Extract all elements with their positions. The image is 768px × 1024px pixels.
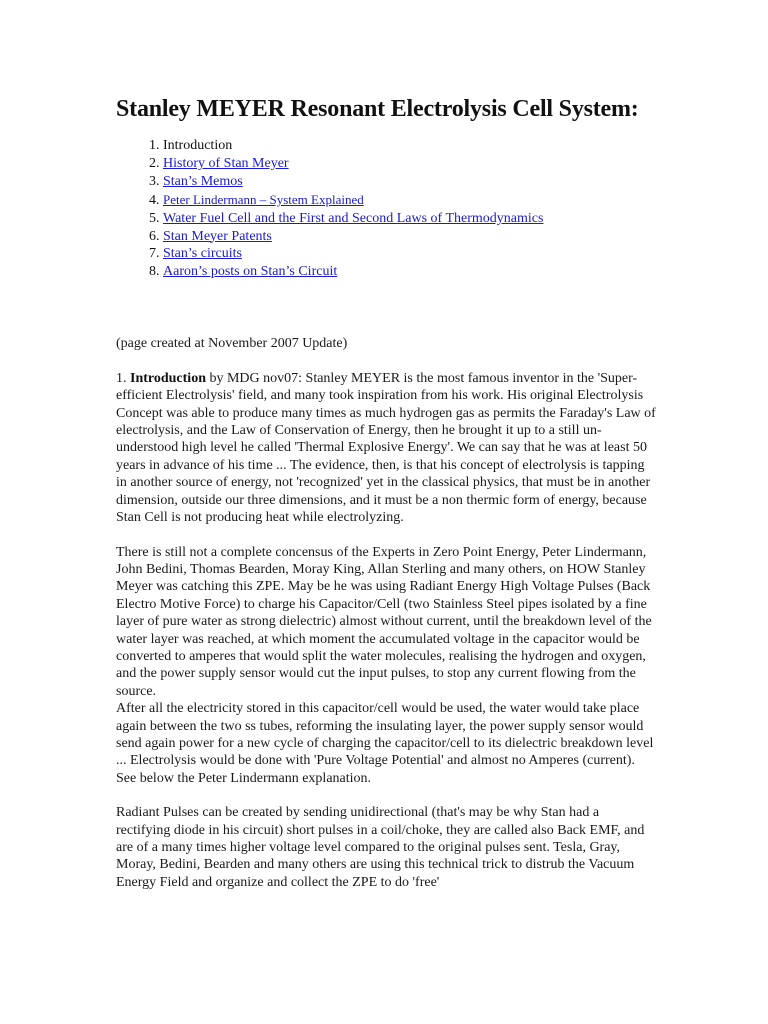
toc-link-history-of-stan-meyer[interactable]: History of Stan Meyer: [163, 155, 289, 171]
toc-item-introduction: [163, 137, 656, 155]
toc-item-circuits[interactable]: [163, 245, 656, 263]
intro-number: 1.: [116, 370, 127, 386]
toc-item-aarons-posts[interactable]: [163, 263, 656, 281]
toc-item-history[interactable]: [163, 155, 656, 173]
paragraph-capacitor-cycle: After all the electricity stored in this capacitor/cell would be used, the water would take place again between the two ss tubes, reforming the insulating layer, the power supply sensor would send again power for a new cycle of charging the capacitor/cell to its dielectric breakdown level ... Electrolysis would be done with 'Pure Voltage Potential' and almost no Amperes (current). See below the Peter Lindermann explanation.: [116, 701, 654, 786]
toc-item-lindermann[interactable]: [163, 191, 656, 210]
toc-item-water-fuel-cell[interactable]: [163, 210, 656, 228]
paragraph-zpe-concensus: There is still not a complete concensus of the Experts in Zero Point Energy, Peter Lindermann, John Bedini, Thomas Bearden, Moray King, Allan Sterling and many others, on HOW Stanley Meyer was catching this ZPE. May be he was using Radiant Energy High Voltage Pulses (Back Electro Motive Force) to charge his Capacitor/Cell (two Stainless Steel pipes isolated by a fine layer of pure water as strong dielectric) almost without current, until the breakdown level of the water layer was reached, at which moment the accumulated voltage in the capacitor would be converted to amperes that would split the water molecules, realising the hydrogen and oxygen, and the power supply sensor would cut the input pulses, to stop any current flowing from the source.: [116, 544, 652, 699]
toc-item-label: Introduction: [163, 138, 233, 153]
toc-link-water-fuel-cell[interactable]: Water Fuel Cell and the First and Second Laws of Thermodynamics: [163, 210, 544, 226]
paragraph-radiant-pulses: Radiant Pulses can be created by sending unidirectional (that's may be why Stan had a rectifying diode in his circuit) short pulses in a coil/choke, they are called also Back EMF, and are of a many times higher voltage level compared to the original pulses sent. Tesla, Gray, Moray, Bedini, Bearden and many others are using this technical trick to distrub the Vacuum Energy Field and organize and collect the ZPE to do 'free': [116, 805, 645, 890]
toc-item-patents[interactable]: [163, 228, 656, 246]
intro-text: by MDG nov07: Stanley MEYER is the most famous inventor in the 'Super-efficient Electrolysis' field, and many took inspiration from his work. His original Electrolysis Concept was able to produce many times as much hydrogen gas as permits the Faraday's Law of electrolysis, and the Law of Conservation of Energy, then he brought it up to a still un-understood high level he called 'Thermal Explosive Energy'. We can say that he was at least 50 years in advance of his time ... The evidence, then, is that his concept of electrolysis is tapping in another source of energy, not 'recognized' yet in the classical physics, that must be in another dimension, outside our three dimensions, and it must be a non thermic form of energy, because Stan Cell is not producing heat while electrolyzing.: [116, 370, 656, 526]
toc-link-stans-circuits[interactable]: Stan’s circuits: [163, 246, 242, 262]
toc-link-aarons-posts[interactable]: Aaron’s posts on Stan’s Circuit: [163, 264, 338, 280]
toc-link-stan-meyer-patents[interactable]: Stan Meyer Patents: [163, 228, 272, 244]
toc-link-peter-lindermann[interactable]: Peter Lindermann – System Explained: [163, 191, 364, 207]
toc-link-stans-memos[interactable]: Stan’s Memos: [163, 173, 243, 189]
page-created-note: (page created at November 2007 Update): [116, 336, 348, 352]
intro-heading: Introduction: [130, 370, 206, 386]
table-of-contents: [116, 137, 656, 281]
page-title: Stanley MEYER Resonant Electrolysis Cell System:: [116, 96, 639, 122]
toc-item-memos[interactable]: [163, 173, 656, 191]
intro-paragraph: [116, 370, 656, 527]
document-page: [116, 93, 656, 891]
